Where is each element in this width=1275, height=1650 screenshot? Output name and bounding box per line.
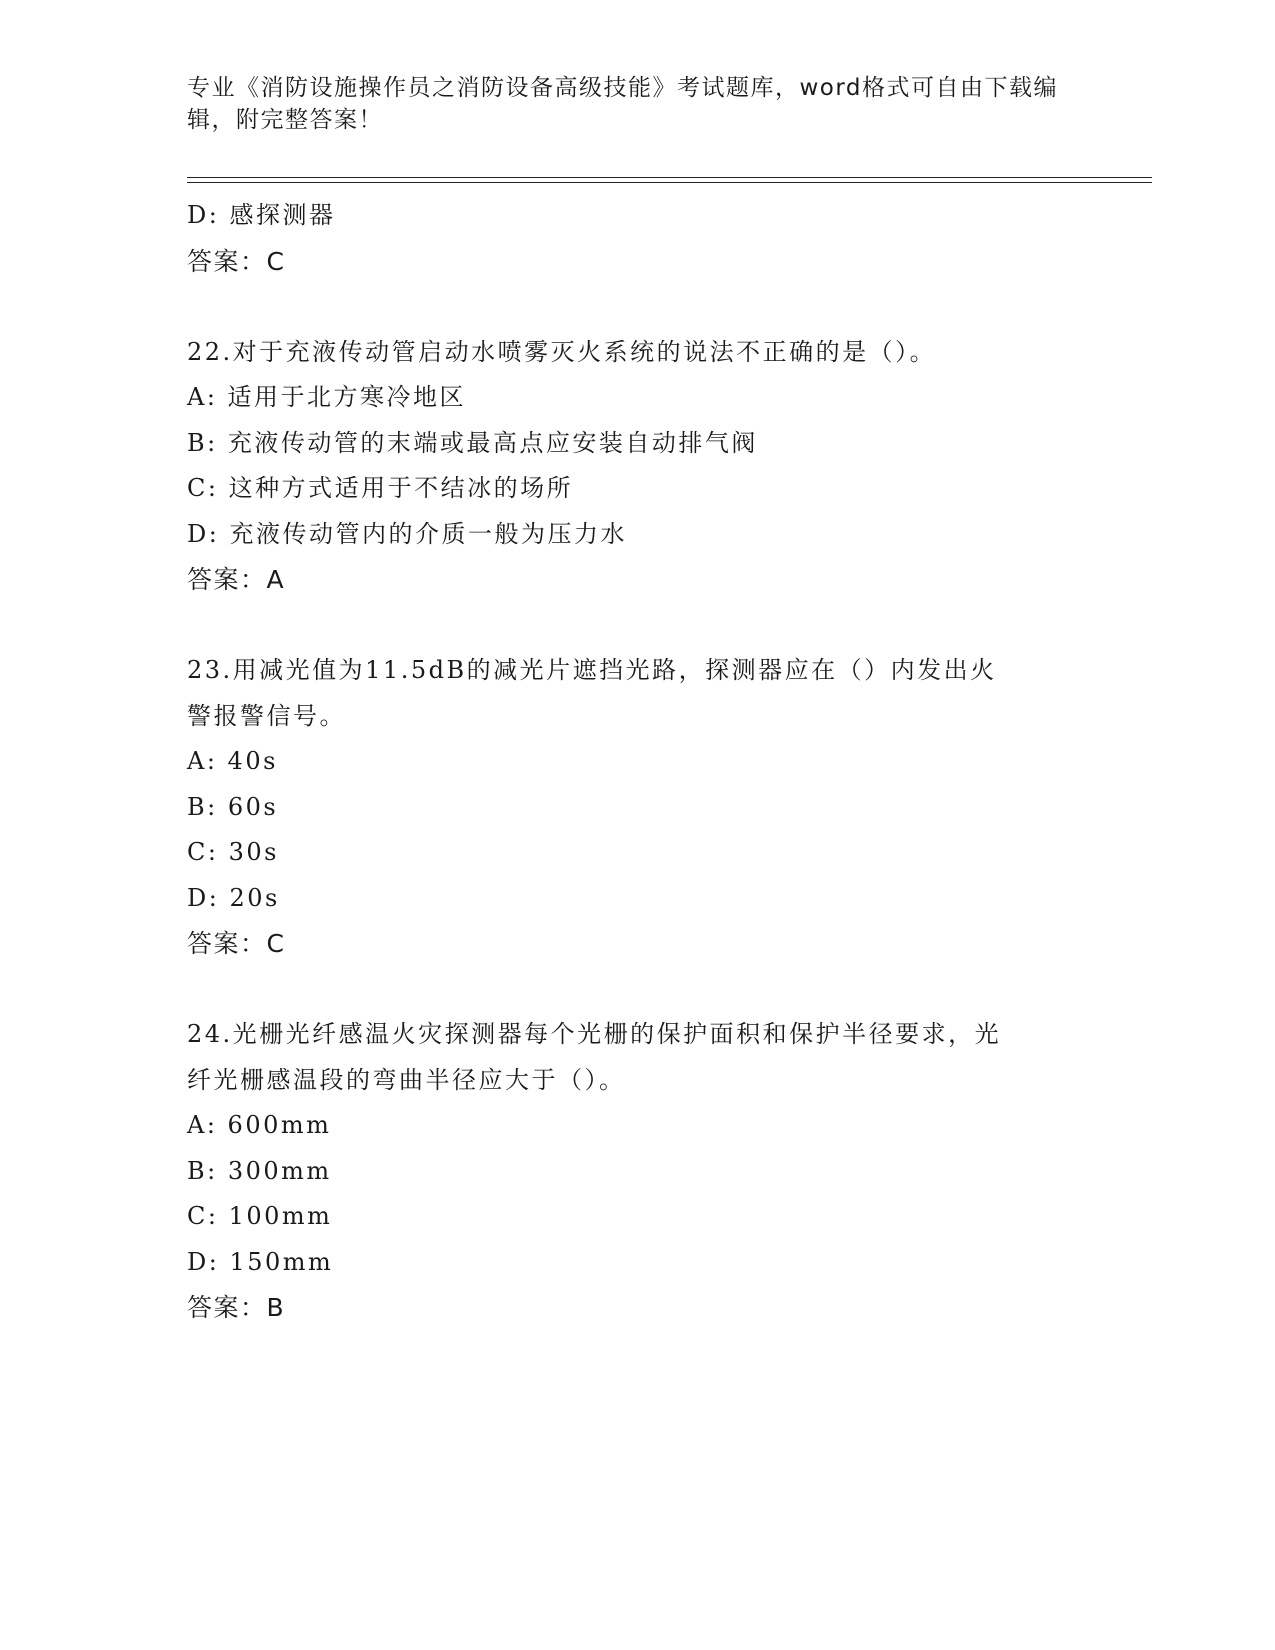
spacer <box>187 967 1087 1013</box>
question-24 <box>187 1012 1087 1331</box>
option-c: C: 100mm <box>187 1202 333 1230</box>
option-c: C: 这种方式适用于不结冰的场所 <box>187 474 574 502</box>
prev-option-d: D: 感探测器 <box>187 201 336 229</box>
question-stem-line-2: 纤光栅感温段的弯曲半径应大于（）。 <box>187 1065 626 1094</box>
answer: 答案：B <box>187 1293 286 1322</box>
question-stem: 22.对于充液传动管启动水喷雾灭火系统的说法不正确的是（）。 <box>187 337 937 366</box>
option-a: A: 40s <box>187 747 278 775</box>
option-d: D: 充液传动管内的介质一般为压力水 <box>187 519 627 548</box>
question-stem-line-2: 警报警信号。 <box>187 701 346 730</box>
header-line-1: 专业《消防设施操作员之消防设备高级技能》考试题库，word格式可自由下载编 <box>187 75 1059 101</box>
option-c: C: 30s <box>187 838 279 866</box>
spacer <box>187 284 1087 330</box>
prev-answer: 答案：C <box>187 246 286 276</box>
page-header <box>187 72 1067 136</box>
spacer <box>187 603 1087 649</box>
option-a: A: 适用于北方寒冷地区 <box>187 383 467 411</box>
question-content <box>187 193 1087 1331</box>
question-23 <box>187 648 1087 967</box>
option-d: D: 20s <box>187 883 280 912</box>
option-b: B: 充液传动管的末端或最高点应安装自动排气阀 <box>187 428 758 457</box>
question-22 <box>187 330 1087 603</box>
option-a: A: 600mm <box>187 1111 332 1139</box>
header-line-2: 辑，附完整答案！ <box>187 107 383 133</box>
option-b: B: 60s <box>187 792 279 821</box>
header-rule-top <box>187 177 1152 178</box>
answer: 答案：A <box>187 565 286 594</box>
question-stem-line-1: 24.光栅光纤感温火灾探测器每个光栅的保护面积和保护半径要求，光 <box>187 1020 1002 1048</box>
header-rule-bottom <box>187 182 1152 183</box>
option-d: D: 150mm <box>187 1247 334 1276</box>
question-stem-line-1: 23.用减光值为11.5dB的减光片遮挡光路，探测器应在（）内发出火 <box>187 656 997 684</box>
option-b: B: 300mm <box>187 1156 332 1185</box>
answer: 答案：C <box>187 929 286 958</box>
